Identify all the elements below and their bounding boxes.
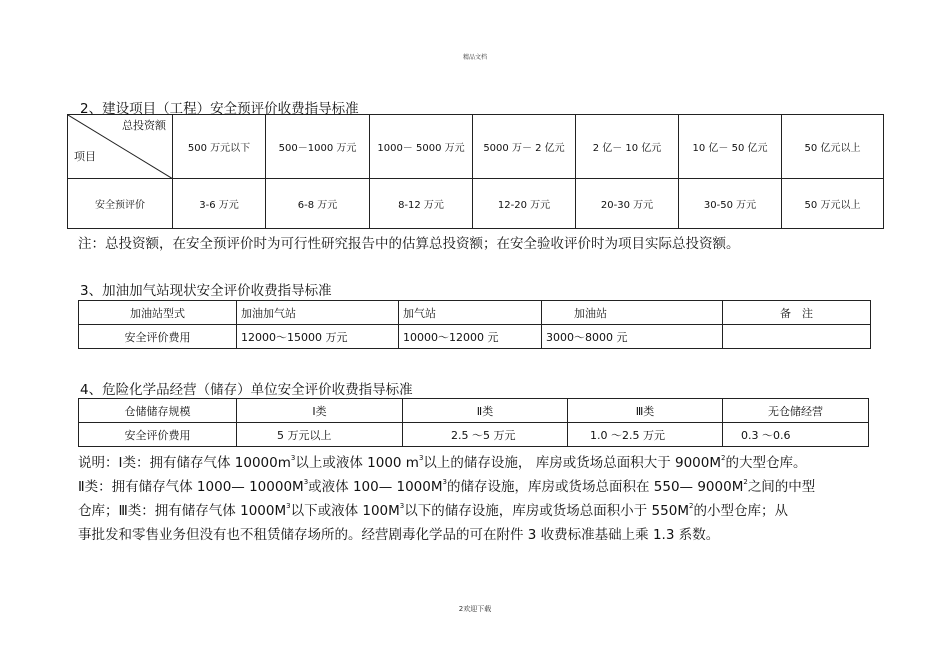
col-header: 50 亿元以上 [782, 115, 884, 179]
table-cell: 10000～12000 元 [399, 325, 542, 349]
table-cell [723, 325, 871, 349]
row-label: 安全预评价 [68, 179, 173, 229]
explanation-line-4: 事批发和零售业务但没有也不租赁储存场所的。经营剧毒化学品的可在附件 3 收费标准基础上乘 1.3 系数。 [78, 527, 720, 543]
table-cell: 20-30 万元 [576, 179, 679, 229]
row-label: 安全评价费用 [79, 325, 237, 349]
col-header: 500 万元以下 [173, 115, 266, 179]
table-cell: 3000～8000 元 [542, 325, 723, 349]
col-header: Ⅲ类 [568, 399, 723, 423]
col-header: 5000 万－ 2 亿元 [473, 115, 576, 179]
hazardous-chemicals-fee-table [78, 398, 869, 447]
section-3-title: 3、加油加气站现状安全评价收费指导标准 [80, 283, 332, 299]
col-header: Ⅰ类 [237, 399, 403, 423]
table-cell: 1.0 ～2.5 万元 [568, 423, 723, 447]
table-cell: 50 万元以上 [782, 179, 884, 229]
table-cell: 2.5 ～5 万元 [403, 423, 568, 447]
col-header: Ⅱ类 [403, 399, 568, 423]
table-cell: 12-20 万元 [473, 179, 576, 229]
explanation-line-2: Ⅱ类：拥有储存气体 1000— $10000M^3$或液体 100— $1000M^3$的储存设施，库房或货场总面积在 550— $9000M^2$之间的中型 [78, 478, 816, 495]
corner-cell [68, 115, 173, 179]
explanation-paragraph [78, 451, 878, 547]
table-cell: 6-8 万元 [266, 179, 370, 229]
table-cell: 0.3 ～0.6 [723, 423, 869, 447]
table-cell: 12000～15000 万元 [237, 325, 399, 349]
row-label: 安全评价费用 [79, 423, 237, 447]
col-header: 加气站 [399, 301, 542, 325]
col-header: 仓储储存规模 [79, 399, 237, 423]
section-2-title: 2、建设项目（工程）安全预评价收费指导标准 [80, 101, 359, 117]
col-header: 2 亿－ 10 亿元 [576, 115, 679, 179]
corner-bottom-label: 项目 [74, 150, 96, 163]
col-header: 500－1000 万元 [266, 115, 370, 179]
page-header: 精品文档 [462, 54, 487, 61]
corner-top-label: 总投资额 [122, 119, 166, 132]
explanation-line-1: 说明：Ⅰ类：拥有储存气体 $10000m^3$以上或液体 1000 $m^3$以上的储存设施， 库房或货场总面积大于 $9000M^2$的大型仓库。 [78, 454, 807, 471]
col-header: 1000－ 5000 万元 [370, 115, 473, 179]
col-header: 加油站 [542, 301, 723, 325]
gas-station-fee-table [78, 300, 871, 349]
table-cell: 3-6 万元 [173, 179, 266, 229]
col-header: 加油加气站 [237, 301, 399, 325]
col-header: 无仓储经营 [723, 399, 869, 423]
explanation-line-3: 仓库；Ⅲ类：拥有储存气体 $1000M^3$以下或液体 $100M^3$以下的储存设施，库房或货场总面积小于 $550M^2$的小型仓库；从 [78, 502, 788, 519]
page-footer: 2欢迎下载 [458, 605, 492, 613]
col-header: 加油站型式 [79, 301, 237, 325]
section-2-note: 注：总投资额，在安全预评价时为可行性研究报告中的估算总投资额；在安全验收评价时为项目实际总投资额。 [78, 236, 740, 252]
table-cell: 5 万元以上 [237, 423, 403, 447]
section-4-title: 4、危险化学品经营（储存）单位安全评价收费指导标准 [80, 382, 413, 398]
col-header: 10 亿－ 50 亿元 [679, 115, 782, 179]
table-cell: 8-12 万元 [370, 179, 473, 229]
col-header: 备 注 [723, 301, 871, 325]
pre-evaluation-fee-table [67, 114, 884, 229]
table-cell: 30-50 万元 [679, 179, 782, 229]
